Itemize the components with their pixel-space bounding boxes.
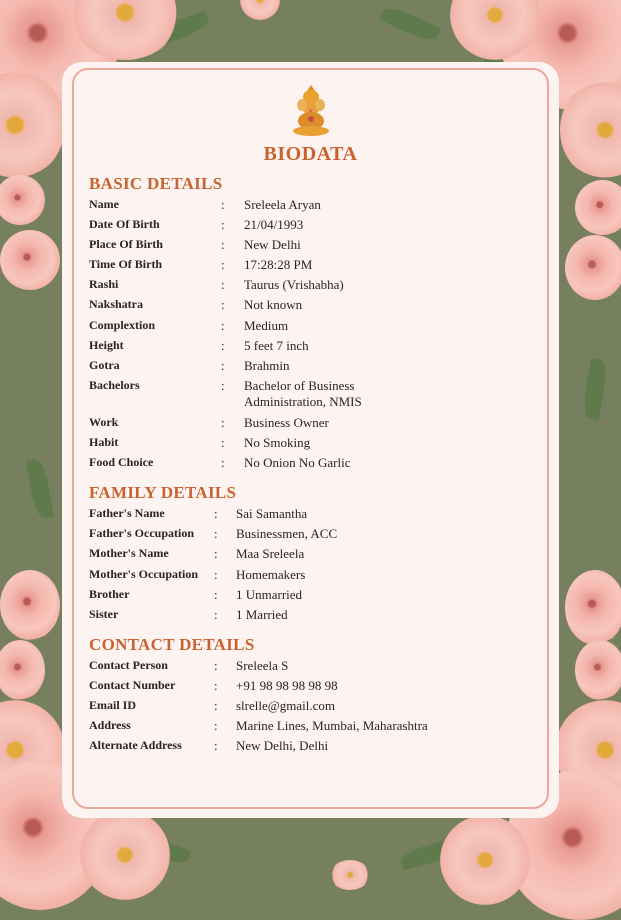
- row-label: Time Of Birth: [89, 257, 163, 271]
- row-label: Father's Name: [89, 506, 165, 520]
- row-value: Sreleela Aryan: [244, 197, 321, 212]
- row-label: Complextion: [89, 318, 155, 332]
- leaf-icon: [379, 3, 441, 45]
- row-value-continued: Administration, NMIS: [244, 394, 362, 409]
- row-label: Brother: [89, 587, 130, 601]
- row-separator: :: [221, 217, 225, 232]
- row-separator: :: [221, 197, 225, 212]
- page-title: BIODATA: [263, 143, 358, 165]
- row-separator: :: [214, 698, 218, 713]
- row-label: Nakshatra: [89, 297, 144, 311]
- row-value: +91 98 98 98 98 98: [236, 678, 338, 693]
- row-separator: :: [221, 358, 225, 373]
- section-heading-basic: BASIC DETAILS: [89, 174, 223, 193]
- row-separator: :: [214, 546, 218, 561]
- row-label: Gotra: [89, 358, 120, 372]
- row-label: Name: [89, 197, 119, 211]
- row-value: Bachelor of Business: [244, 378, 355, 393]
- row-separator: :: [214, 526, 218, 541]
- row-label: Food Choice: [89, 455, 154, 469]
- row-value: 1 Married: [236, 607, 288, 622]
- rose-flower-icon: [440, 815, 530, 905]
- row-label: Email ID: [89, 698, 137, 712]
- row-separator: :: [221, 277, 225, 292]
- row-label: Height: [89, 338, 124, 352]
- row-label: Habit: [89, 435, 119, 449]
- row-separator: :: [214, 738, 218, 753]
- row-separator: :: [221, 318, 225, 333]
- rose-flower-icon: [0, 570, 60, 640]
- section-heading-contact: CONTACT DETAILS: [89, 635, 255, 654]
- row-value: Business Owner: [244, 415, 329, 430]
- row-value: No Smoking: [244, 435, 311, 450]
- row-value: 21/04/1993: [244, 217, 304, 232]
- row-value: Medium: [244, 318, 289, 333]
- rose-flower-icon: [565, 235, 621, 300]
- row-separator: :: [214, 587, 218, 602]
- row-value: Maa Sreleela: [236, 546, 305, 561]
- rose-flower-icon: [0, 230, 60, 290]
- row-separator: :: [221, 415, 225, 430]
- row-value: slrelle@gmail.com: [236, 698, 335, 713]
- row-separator: :: [221, 237, 225, 252]
- row-label: Contact Person: [89, 658, 168, 672]
- rose-flower-icon: [240, 0, 280, 20]
- row-separator: :: [221, 435, 225, 450]
- row-label: Date Of Birth: [89, 217, 160, 231]
- row-label: Bachelors: [89, 378, 140, 392]
- row-value: Brahmin: [244, 358, 290, 373]
- row-value: Businessmen, ACC: [236, 526, 338, 541]
- row-value: New Delhi: [244, 237, 301, 252]
- row-label: Contact Number: [89, 678, 176, 692]
- rose-flower-icon: [0, 640, 45, 700]
- rose-flower-icon: [0, 175, 45, 225]
- row-label: Mother's Occupation: [89, 567, 198, 581]
- ganesha-idol-icon: [291, 83, 331, 137]
- row-label: Alternate Address: [89, 738, 182, 752]
- row-separator: :: [214, 567, 218, 582]
- row-value: Sai Samantha: [236, 506, 308, 521]
- rose-flower-icon: [575, 180, 621, 235]
- row-value: Marine Lines, Mumbai, Maharashtra: [236, 718, 428, 733]
- row-separator: :: [214, 607, 218, 622]
- row-label: Work: [89, 415, 119, 429]
- rose-flower-icon: [575, 640, 621, 700]
- leaf-icon: [26, 458, 54, 520]
- row-separator: :: [221, 257, 225, 272]
- row-label: Sister: [89, 607, 119, 621]
- row-label: Address: [89, 718, 131, 732]
- row-value: New Delhi, Delhi: [236, 738, 329, 753]
- row-label: Father's Occupation: [89, 526, 194, 540]
- row-value: 17:28:28 PM: [244, 257, 313, 272]
- row-value: 1 Unmarried: [236, 587, 303, 602]
- rose-flower-icon: [80, 810, 170, 900]
- row-separator: :: [214, 718, 218, 733]
- rose-flower-icon: [565, 570, 621, 645]
- row-separator: :: [221, 455, 225, 470]
- row-value: Sreleela S: [236, 658, 289, 673]
- rose-flower-icon: [330, 860, 370, 890]
- row-separator: :: [214, 506, 218, 521]
- section-heading-family: FAMILY DETAILS: [89, 483, 237, 502]
- row-value: No Onion No Garlic: [244, 455, 351, 470]
- row-label: Place Of Birth: [89, 237, 163, 251]
- leaf-icon: [581, 358, 609, 420]
- row-value: Homemakers: [236, 567, 306, 582]
- row-value: Not known: [244, 297, 303, 312]
- row-separator: :: [221, 378, 225, 393]
- row-separator: :: [221, 297, 225, 312]
- row-separator: :: [221, 338, 225, 353]
- row-separator: :: [214, 678, 218, 693]
- row-separator: :: [214, 658, 218, 673]
- row-value: 5 feet 7 inch: [244, 338, 309, 353]
- row-label: Rashi: [89, 277, 119, 291]
- row-label: Mother's Name: [89, 546, 169, 560]
- row-value: Taurus (Vrishabha): [244, 277, 344, 292]
